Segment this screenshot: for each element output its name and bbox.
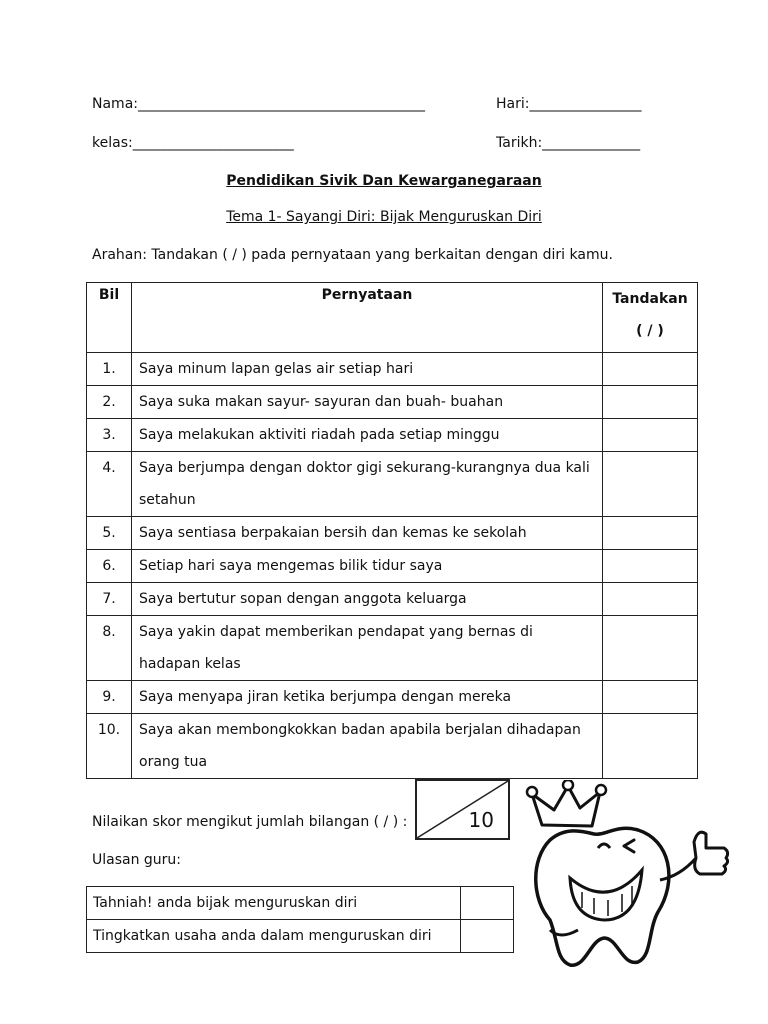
- row-number: 7.: [87, 583, 132, 616]
- tandakan-label: Tandakan: [612, 291, 688, 307]
- review-label: Ulasan guru:: [92, 852, 182, 868]
- table-row: [87, 681, 698, 714]
- table-row: [87, 517, 698, 550]
- row-statement: Saya melakukan aktiviti riadah pada setiap minggu: [132, 419, 603, 452]
- row-number: 9.: [87, 681, 132, 714]
- review-row: [87, 920, 514, 953]
- table-row: [87, 583, 698, 616]
- table-row: [87, 452, 698, 517]
- score-max-value: 10: [468, 808, 494, 832]
- row-statement: Setiap hari saya mengemas bilik tidur saya: [132, 550, 603, 583]
- row-check-cell[interactable]: [603, 681, 698, 714]
- table-row: [87, 386, 698, 419]
- row-check-cell[interactable]: [603, 616, 698, 681]
- row-statement: Saya yakin dapat memberikan pendapat yang bernas di hadapan kelas: [132, 616, 603, 681]
- row-statement: Saya suka makan sayur- sayuran dan buah- buahan: [132, 386, 603, 419]
- column-header-pernyataan: Pernyataan: [132, 283, 603, 353]
- row-statement: Saya berjumpa dengan doktor gigi sekurang-kurangnya dua kali setahun: [132, 452, 603, 517]
- review-table: [86, 886, 514, 953]
- score-label: Nilaikan skor mengikut jumlah bilangan ( / ) :: [92, 814, 408, 830]
- page-title: Pendidikan Sivik Dan Kewarganegaraan: [226, 173, 542, 189]
- row-check-cell[interactable]: [603, 419, 698, 452]
- row-check-cell[interactable]: [603, 452, 698, 517]
- row-check-cell[interactable]: [603, 714, 698, 779]
- tandakan-mark: ( / ): [636, 323, 664, 339]
- column-header-tandakan: [603, 283, 698, 353]
- row-number: 2.: [87, 386, 132, 419]
- row-number: 10.: [87, 714, 132, 779]
- row-number: 8.: [87, 616, 132, 681]
- tooth-king-mascot-icon: [520, 780, 760, 970]
- instruction-text: Arahan: Tandakan ( / ) pada pernyataan yang berkaitan dengan diri kamu.: [92, 247, 613, 263]
- row-statement: Saya bertutur sopan dengan anggota keluarga: [132, 583, 603, 616]
- table-row: [87, 353, 698, 386]
- table-header-row: [87, 283, 698, 353]
- review-check-cell[interactable]: [461, 920, 514, 953]
- row-number: 3.: [87, 419, 132, 452]
- day-field[interactable]: Hari:________________: [496, 96, 642, 112]
- row-statement: Saya minum lapan gelas air setiap hari: [132, 353, 603, 386]
- row-number: 5.: [87, 517, 132, 550]
- table-row: [87, 616, 698, 681]
- statement-table: [86, 282, 698, 779]
- row-number: 6.: [87, 550, 132, 583]
- review-option-text: Tahniah! anda bijak menguruskan diri: [87, 887, 461, 920]
- table-row: [87, 714, 698, 779]
- row-check-cell[interactable]: [603, 583, 698, 616]
- row-number: 1.: [87, 353, 132, 386]
- row-check-cell[interactable]: [603, 550, 698, 583]
- row-statement: Saya sentiasa berpakaian bersih dan kemas ke sekolah: [132, 517, 603, 550]
- review-check-cell[interactable]: [461, 887, 514, 920]
- table-row: [87, 550, 698, 583]
- score-box[interactable]: [415, 779, 510, 840]
- date-field[interactable]: Tarikh:______________: [496, 135, 641, 151]
- table-row: [87, 419, 698, 452]
- row-number: 4.: [87, 452, 132, 517]
- score-divider-line: [417, 781, 508, 838]
- row-statement: Saya akan membongkokkan badan apabila berjalan dihadapan orang tua: [132, 714, 603, 779]
- review-row: [87, 887, 514, 920]
- class-field[interactable]: kelas:_______________________: [92, 135, 294, 151]
- name-field[interactable]: Nama:_________________________________________: [92, 96, 425, 112]
- row-check-cell[interactable]: [603, 517, 698, 550]
- row-check-cell[interactable]: [603, 386, 698, 419]
- row-statement: Saya menyapa jiran ketika berjumpa dengan mereka: [132, 681, 603, 714]
- row-check-cell[interactable]: [603, 353, 698, 386]
- page-subtitle: Tema 1- Sayangi Diri: Bijak Menguruskan Diri: [226, 209, 542, 225]
- column-header-bil: Bil: [87, 283, 132, 353]
- review-option-text: Tingkatkan usaha anda dalam menguruskan diri: [87, 920, 461, 953]
